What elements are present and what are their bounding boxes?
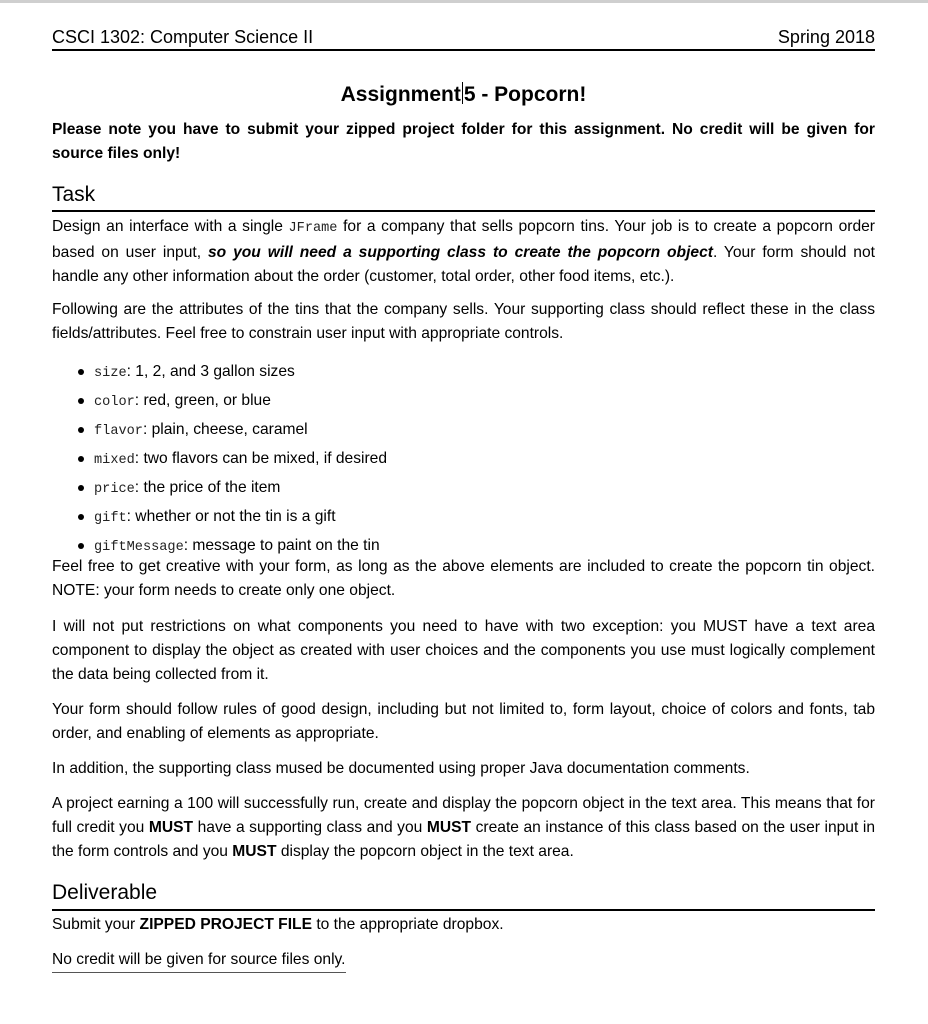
page-header	[52, 26, 875, 48]
list-item: size: 1, 2, and 3 gallon sizes	[52, 358, 387, 387]
submission-note: Please note you have to submit your zipped project folder for this assignment. No credit will be given for source files only!	[52, 121, 875, 162]
task-paragraph-2: Following are the attributes of the tins that the company sells. Your supporting class should reflect these in the class fields/attributes. Feel free to constrain user input with appropriate controls.	[52, 301, 875, 342]
term: Spring 2018	[777, 27, 875, 47]
list-item: mixed: two flavors can be mixed, if desired	[52, 445, 387, 474]
bullet-icon	[78, 398, 84, 404]
header-rule	[52, 49, 875, 51]
section-rule-deliverable	[52, 909, 875, 911]
deliverable-paragraph-1: Submit your ZIPPED PROJECT FILE to the appropriate dropbox.	[52, 916, 504, 933]
task-paragraph-3: Feel free to get creative with your form, as long as the above elements are included to create the popcorn tin object. NOTE: your form needs to create only one object.	[52, 558, 875, 599]
course-name: CSCI 1302: Computer Science II	[52, 27, 314, 47]
title-part1: Assignment	[340, 83, 461, 106]
section-rule-task	[52, 210, 875, 212]
section-heading-task: Task	[52, 183, 96, 206]
text-cursor	[462, 82, 463, 104]
bullet-icon	[78, 514, 84, 520]
title-part2: 5 - Popcorn!	[463, 83, 587, 106]
task-paragraph-7: A project earning a 100 will successfully run, create and display the popcorn object in the text area. This means that for full credit you MUST have a supporting class and you MUST create an instance of this class based on the user input in the form controls and you MUST display the popcorn object in the text area.	[52, 795, 875, 860]
no-credit-note: No credit will be given for source files only.	[52, 948, 346, 973]
bullet-icon	[78, 427, 84, 433]
list-item: gift: whether or not the tin is a gift	[52, 503, 387, 532]
task-paragraph-1: Design an interface with a single JFrame for a company that sells popcorn tins. Your job is to create a popcorn order based on user input, so you will need a supporting class to create the popcorn object. Your form should not handle any other information about the order (customer, total order, other food items, etc.).	[52, 218, 875, 285]
section-heading-deliverable: Deliverable	[52, 881, 158, 904]
attribute-list	[52, 358, 387, 561]
emphasis-supporting-class: so you will need a supporting class to create the popcorn object	[207, 244, 713, 261]
list-item: flavor: plain, cheese, caramel	[52, 416, 387, 445]
list-item: price: the price of the item	[52, 474, 387, 503]
bullet-icon	[78, 485, 84, 491]
bullet-icon	[78, 369, 84, 375]
bullet-icon	[78, 543, 84, 549]
bullet-icon	[78, 456, 84, 462]
list-item: color: red, green, or blue	[52, 387, 387, 416]
task-paragraph-5: Your form should follow rules of good design, including but not limited to, form layout, choice of colors and fonts, tab order, and enabling of elements as appropriate.	[52, 701, 875, 742]
task-paragraph-4: I will not put restrictions on what components you need to have with two exception: you MUST have a text area component to display the object as created with user choices and the components you use must logically complement the data being collected from it.	[52, 618, 875, 683]
list-item: giftMessage: message to paint on the tin	[52, 532, 387, 561]
code-jframe: JFrame	[288, 221, 338, 236]
task-paragraph-6: In addition, the supporting class mused be documented using proper Java documentation comments.	[52, 760, 750, 777]
top-border	[0, 0, 928, 3]
page-title[interactable]	[52, 82, 875, 108]
